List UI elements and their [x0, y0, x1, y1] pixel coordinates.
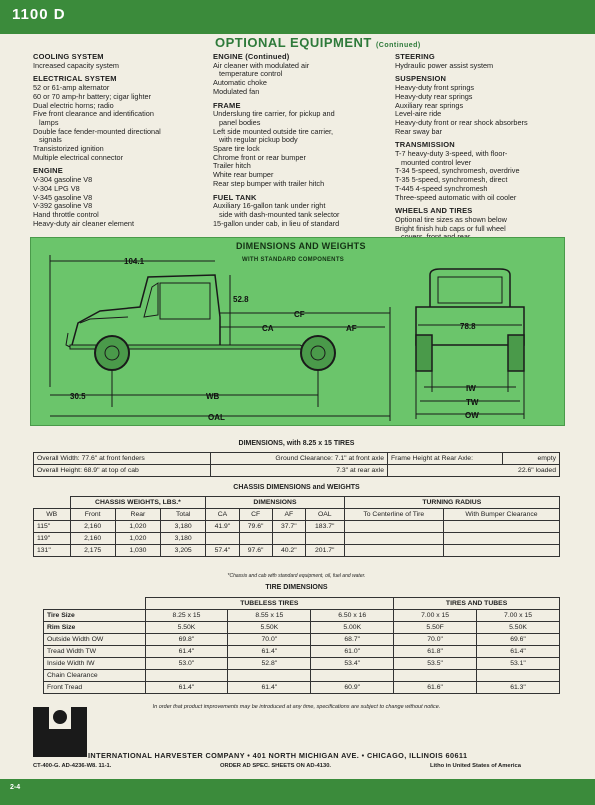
tire-cell: 8.25 x 15 — [145, 610, 228, 622]
equipment-item: Dual electric horns; radio — [33, 100, 114, 110]
tire-cell: Chain Clearance — [44, 670, 146, 682]
chassis-cell: 119" — [34, 533, 71, 545]
equipment-item: Multiple electrical connector — [33, 152, 124, 162]
chassis-col-header: To Centerline of Tire — [344, 509, 443, 521]
equipment-section — [395, 141, 570, 202]
tire-cell: 5.50K — [145, 622, 228, 634]
tire-cell — [311, 670, 394, 682]
table-row — [44, 670, 560, 682]
chassis-cell: 3,205 — [161, 545, 206, 557]
section-heading: FUEL TANK — [213, 192, 257, 202]
section-heading: WHEELS AND TIRES — [395, 206, 473, 216]
chassis-cell: 2,160 — [70, 533, 115, 545]
section-heading: FRAME — [213, 100, 241, 110]
tire-cell: 5.00K — [311, 622, 394, 634]
tire-cell: 5.50K — [228, 622, 311, 634]
dims-title: DIMENSIONS, with 8.25 x 15 TIRES — [238, 440, 355, 447]
chassis-cell — [443, 533, 559, 545]
chassis-col-header: CA — [206, 509, 239, 521]
table-row — [34, 521, 560, 533]
equipment-item: signals — [39, 135, 62, 145]
equipment-item: V-304 LPG V8 — [33, 183, 80, 193]
tire-cell: 61.4" — [145, 682, 228, 694]
chassis-footnote: *Chassis and cab with standard equipment, oil, fuel and water. — [227, 573, 366, 579]
table-row — [34, 533, 560, 545]
tire-cell: 52.8" — [228, 658, 311, 670]
equipment-item: Heavy-duty rear springs — [395, 91, 473, 101]
equipment-item: side with dash-mounted tank selector — [219, 209, 340, 219]
table-row — [44, 658, 560, 670]
equipment-item: Underslung tire carrier, for pickup and — [213, 109, 335, 119]
chassis-cell: 201.7" — [305, 545, 344, 557]
diagram-subtitle: WITH STANDARD COMPONENTS — [242, 257, 345, 263]
chassis-cell — [239, 533, 272, 545]
tire-cell: 61.8" — [394, 646, 477, 658]
tire-cell: 69.6" — [477, 634, 560, 646]
chassis-cell: 41.9" — [206, 521, 239, 533]
chassis-cell: 40.2" — [272, 545, 305, 557]
equipment-item: 52 or 61-amp alternator — [33, 83, 110, 93]
change-notice: In order that product improvements may be introduced at any time, specifications are subject to change without notice. — [152, 704, 441, 710]
order-line: ORDER AD SPEC. SHEETS ON AD-4130. — [220, 763, 332, 769]
dim-label-ca: CA — [262, 324, 274, 333]
tire-cell: 53.0" — [145, 658, 228, 670]
equipment-item: Hydraulic power assist system — [395, 60, 494, 70]
litho-line: Litho in United States of America — [430, 763, 521, 769]
equipment-item: Modulated fan — [213, 86, 260, 96]
tire-cell: 6.50 x 16 — [311, 610, 394, 622]
section-heading: ENGINE — [33, 166, 63, 176]
tire-cell: 69.8" — [145, 634, 228, 646]
tire-cell: Tire Size — [44, 610, 146, 622]
ih-logo — [33, 707, 87, 757]
tire-cell: 61.0" — [311, 646, 394, 658]
equipment-item: with regular pickup body — [219, 135, 298, 145]
dim-label-wb: WB — [206, 392, 220, 401]
chassis-cell — [305, 533, 344, 545]
table-row — [44, 646, 560, 658]
tire-cell: Tread Width TW — [44, 646, 146, 658]
equipment-section — [395, 53, 570, 70]
chassis-cell: 57.4" — [206, 545, 239, 557]
chassis-cell: 37.7" — [272, 521, 305, 533]
tubeless-header: TUBELESS TIRES — [145, 598, 394, 610]
table-row — [44, 682, 560, 694]
chassis-col-header: AF — [272, 509, 305, 521]
chassis-col-header: CF — [239, 509, 272, 521]
equipment-item: White rear bumper — [213, 170, 274, 180]
tire-cell: 53.1" — [477, 658, 560, 670]
equipment-item: Hand throttle control — [33, 209, 99, 219]
overall-height: Overall Height: 68.9" at top of cab — [34, 465, 211, 477]
equipment-section — [33, 53, 213, 70]
bottom-band — [0, 779, 595, 805]
tire-cell: Outside Width OW — [44, 634, 146, 646]
equipment-column-2 — [213, 53, 393, 233]
tires-table — [43, 597, 560, 694]
equipment-item: Bright finish hub caps or full wheel — [395, 223, 506, 233]
chassis-title: CHASSIS DIMENSIONS and WEIGHTS — [233, 484, 360, 491]
equipment-item: 15-gallon under cab, in lieu of standard — [213, 218, 340, 228]
model-label: 1100 D — [12, 6, 66, 23]
chassis-table — [33, 496, 560, 557]
chassis-col-header: Rear — [115, 509, 160, 521]
equipment-item: Three-speed automatic with oil cooler — [395, 192, 517, 202]
chassis-cell: 3,180 — [161, 521, 206, 533]
title-continued: (Continued) — [375, 42, 421, 49]
equipment-item: T-34 5-speed, synchromesh, overdrive — [395, 166, 520, 176]
equipment-item: 60 or 70 amp-hr battery; cigar lighter — [33, 91, 152, 101]
dim-label-oal: OAL — [208, 413, 225, 422]
equipment-column-3 — [395, 53, 570, 247]
equipment-item: Increased capacity system — [33, 60, 119, 70]
tire-cell — [228, 670, 311, 682]
equipment-item: Five front clearance and identification — [33, 109, 154, 119]
chassis-col-header: Front — [70, 509, 115, 521]
section-heading: ELECTRICAL SYSTEM — [33, 74, 117, 84]
table-row — [44, 610, 560, 622]
equipment-item: Heavy-duty front or rear shock absorbers — [395, 117, 528, 127]
tire-cell: 5.50F — [394, 622, 477, 634]
tire-cell: Front Tread — [44, 682, 146, 694]
chassis-cell — [344, 545, 443, 557]
dim-label-iw: IW — [466, 384, 476, 393]
equipment-item: Rear sway bar — [395, 126, 443, 136]
equipment-item: Heavy-duty front springs — [395, 83, 475, 93]
chassis-cell: 1,020 — [115, 533, 160, 545]
page-title — [215, 35, 421, 50]
chassis-cell — [344, 533, 443, 545]
tubes-header: TIRES AND TUBES — [394, 598, 560, 610]
equipment-item: Air cleaner with modulated air — [213, 60, 310, 70]
equipment-item: Auxiliary 16-gallon tank under right — [213, 201, 326, 211]
equipment-section — [213, 194, 393, 229]
chassis-cell: 97.6" — [239, 545, 272, 557]
equipment-section — [395, 75, 570, 136]
tire-cell: 61.4" — [477, 646, 560, 658]
tire-cell: 70.0" — [228, 634, 311, 646]
chassis-col-header: With Bumper Clearance — [443, 509, 559, 521]
chassis-cell: 1,030 — [115, 545, 160, 557]
equipment-item: Rear step bumper with trailer hitch — [213, 178, 325, 188]
chassis-cell: 131" — [34, 545, 71, 557]
equipment-item: lamps — [39, 117, 59, 127]
equipment-item: Spare tire lock — [213, 144, 260, 154]
equipment-item: Auxiliary rear springs — [395, 100, 464, 110]
equipment-section — [213, 53, 393, 97]
equipment-item: V-392 gasoline V8 — [33, 201, 93, 211]
equipment-item: Level-aire ride — [395, 109, 442, 119]
section-heading: SUSPENSION — [395, 74, 447, 84]
equipment-item: temperature control — [219, 69, 283, 79]
chassis-cell — [206, 533, 239, 545]
tire-cell: 53.4" — [311, 658, 394, 670]
chassis-cell: 2,160 — [70, 521, 115, 533]
chassis-cell — [443, 545, 559, 557]
title-text: OPTIONAL EQUIPMENT — [215, 35, 372, 50]
equipment-item: Transistorized ignition — [33, 144, 104, 154]
dim-label-78: 78.8 — [460, 322, 476, 331]
ground-clearance-rear: 7.3" at rear axle — [211, 465, 388, 477]
equipment-section — [33, 75, 213, 162]
dim-label-52: 52.8 — [233, 295, 249, 304]
tire-cell: 61.4" — [228, 646, 311, 658]
ground-clearance-front: Ground Clearance: 7.1" at front axle — [211, 453, 388, 465]
chassis-col-header: Total — [161, 509, 206, 521]
tire-cell: 61.6" — [394, 682, 477, 694]
dim-label-af: AF — [346, 324, 357, 333]
section-heading: COOLING SYSTEM — [33, 52, 104, 61]
tire-cell: 61.4" — [145, 646, 228, 658]
chassis-cell: 79.6" — [239, 521, 272, 533]
chassis-cell — [344, 521, 443, 533]
equipment-item: T-7 heavy-duty 3-speed, with floor- — [395, 149, 508, 159]
dim-label-cf: CF — [294, 310, 305, 319]
weights-header: CHASSIS WEIGHTS, LBS.* — [70, 497, 206, 509]
chassis-cell — [272, 533, 305, 545]
chassis-cell: 183.7" — [305, 521, 344, 533]
equipment-item: V-304 gasoline V8 — [33, 175, 93, 185]
tire-cell — [477, 670, 560, 682]
tire-cell: 70.0" — [394, 634, 477, 646]
table-row — [44, 622, 560, 634]
tire-cell — [145, 670, 228, 682]
dim-label-30: 30.5 — [70, 392, 86, 401]
chassis-cell: 115" — [34, 521, 71, 533]
table-row — [34, 545, 560, 557]
form-codes: CT-400-G. AD-4236-W8. 11-1. — [33, 763, 112, 769]
frame-empty: empty — [502, 453, 559, 465]
equipment-item: Trailer hitch — [213, 161, 251, 171]
tire-cell: Inside Width IW — [44, 658, 146, 670]
tire-cell: 60.9" — [311, 682, 394, 694]
frame-loaded: 22.6" loaded — [502, 465, 559, 477]
dim-label-tw: TW — [466, 398, 479, 407]
frame-height-label: Frame Height at Rear Axle: — [388, 453, 503, 465]
chassis-cell: 2,175 — [70, 545, 115, 557]
company-line: INTERNATIONAL HARVESTER COMPANY • 401 NORTH MICHIGAN AVE. • CHICAGO, ILLINOIS 60611 — [88, 751, 468, 760]
section-heading: TRANSMISSION — [395, 140, 455, 150]
tire-cell: 53.5" — [394, 658, 477, 670]
truck-dimension-drawing — [30, 237, 563, 424]
section-heading: STEERING — [395, 52, 435, 61]
equipment-item: panel bodies — [219, 117, 261, 127]
section-heading: ENGINE (Continued) — [213, 52, 290, 61]
page-number: 2-4 — [10, 784, 21, 791]
equipment-item: T-35 5-speed, synchromesh, direct — [395, 175, 508, 185]
chassis-cell: 1,020 — [115, 521, 160, 533]
equipment-item: Heavy-duty air cleaner element — [33, 218, 134, 228]
equipment-item: Left side mounted outside tire carrier, — [213, 126, 334, 136]
tire-cell: 61.3" — [477, 682, 560, 694]
dim-label-104: 104.1 — [124, 257, 145, 266]
equipment-column-1 — [33, 53, 213, 233]
turning-header: TURNING RADIUS — [344, 497, 559, 509]
tire-cell: 7.00 x 15 — [394, 610, 477, 622]
tire-cell: 68.7" — [311, 634, 394, 646]
chassis-cell — [443, 521, 559, 533]
equipment-item: Chrome front or rear bumper — [213, 152, 306, 162]
tire-cell: 8.55 x 15 — [228, 610, 311, 622]
tire-cell — [394, 670, 477, 682]
overall-width: Overall Width: 77.6" at front fenders — [34, 453, 211, 465]
equipment-section — [213, 102, 393, 189]
tire-cell: 5.50K — [477, 622, 560, 634]
equipment-item: Automatic choke — [213, 78, 267, 88]
equipment-item: V-345 gasoline V8 — [33, 192, 93, 202]
chassis-col-header: WB — [34, 509, 71, 521]
equipment-item: Double face fender-mounted directional — [33, 126, 161, 136]
diagram-title: DIMENSIONS AND WEIGHTS — [236, 241, 366, 251]
tire-cell: Rim Size — [44, 622, 146, 634]
chassis-cell: 3,180 — [161, 533, 206, 545]
equipment-section — [33, 167, 213, 228]
table-row — [44, 634, 560, 646]
dims-table — [33, 452, 560, 477]
tire-cell: 61.4" — [228, 682, 311, 694]
tire-cell: 7.00 x 15 — [477, 610, 560, 622]
equipment-item: T-445 4-speed synchromesh — [395, 183, 488, 193]
equipment-item: Optional tire sizes as shown below — [395, 214, 507, 224]
dimensions-header: DIMENSIONS — [206, 497, 344, 509]
top-band — [0, 0, 595, 34]
dim-label-ow: OW — [465, 411, 479, 420]
equipment-item: mounted control lever — [401, 157, 472, 167]
chassis-col-header: OAL — [305, 509, 344, 521]
tires-title: TIRE DIMENSIONS — [265, 584, 328, 591]
